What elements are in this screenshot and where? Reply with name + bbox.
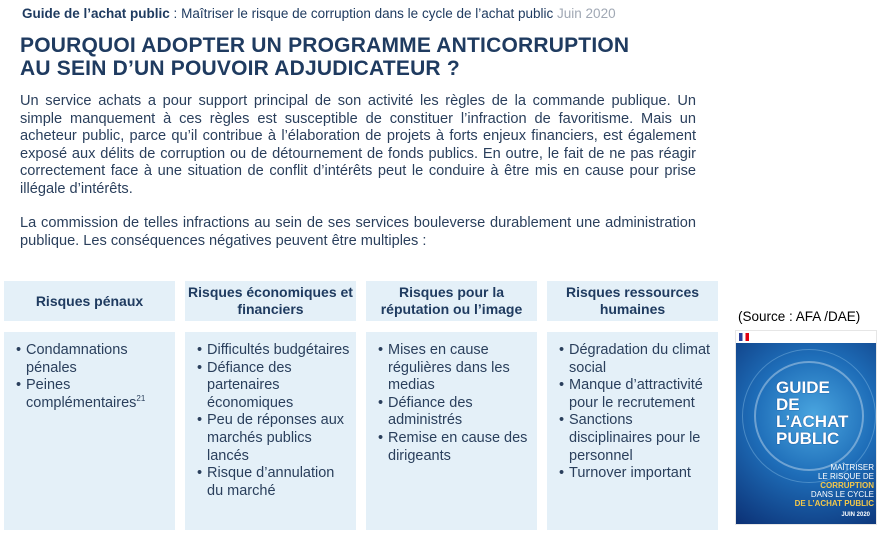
column-body-reputation bbox=[366, 332, 537, 530]
bullet-icon: • bbox=[378, 429, 384, 446]
risk-list bbox=[378, 342, 531, 465]
list-item: • Manque d’attractivité pour le recrutement bbox=[559, 377, 703, 411]
cover-subtitle: MAÎTRISER LE RISQUE DE CORRUPTION DANS LE CYCLE DE L’ACHAT PUBLIC bbox=[794, 463, 874, 508]
bullet-icon: • bbox=[378, 394, 384, 411]
column-header-reputation bbox=[366, 281, 537, 321]
list-item: • Risque d’annulation du marché bbox=[197, 465, 335, 499]
list-item: • Défiance des administrés bbox=[378, 394, 473, 429]
column-header-penal bbox=[4, 281, 175, 321]
guide-subtitle: Maîtriser le risque de corruption dans le cycle de l’achat public bbox=[181, 6, 554, 21]
list-item: • Turnover important bbox=[559, 465, 691, 482]
bullet-icon: • bbox=[378, 342, 384, 358]
column-body-hr bbox=[547, 332, 718, 530]
list-item: • Remise en cause des dirigeants bbox=[378, 429, 528, 464]
column-body-economic bbox=[185, 332, 356, 530]
consequences-paragraph: La commission de telles infractions au sein de ses services bouleverse durablement une administration publique. Les conséquences négatives peuvent être multiples : bbox=[20, 215, 696, 249]
header-separator: : bbox=[173, 6, 178, 21]
risk-list bbox=[16, 342, 169, 412]
list-item: • Difficultés budgétaires bbox=[197, 342, 350, 358]
list-item: • Condamnations pénales bbox=[16, 342, 128, 376]
column-title: Risques économiques et financiers bbox=[188, 284, 353, 317]
risk-list bbox=[559, 342, 712, 483]
bullet-icon: • bbox=[559, 412, 565, 429]
column-title: Risques ressources humaines bbox=[565, 284, 700, 317]
list-item: • Peines complémentaires$^{21}$ bbox=[16, 377, 146, 411]
list-item: • Dégradation du climat social bbox=[559, 342, 711, 376]
cover-header-strip bbox=[736, 331, 877, 343]
guide-brand: Guide de l’achat public bbox=[22, 6, 170, 21]
guide-cover-image bbox=[735, 330, 877, 525]
risk-list bbox=[197, 342, 350, 500]
source-caption: (Source : AFA /DAE) bbox=[738, 309, 861, 324]
column-header-hr bbox=[547, 281, 718, 321]
list-item: • Peu de réponses aux marchés publics lancés bbox=[197, 412, 345, 464]
title-line-1: POURQUOI ADOPTER UN PROGRAMME ANTICORRUPTION bbox=[20, 34, 630, 57]
bullet-icon: • bbox=[559, 465, 565, 482]
bullet-icon: • bbox=[559, 342, 565, 358]
bullet-icon: • bbox=[16, 342, 22, 358]
intro-paragraph: Un service achats a pour support principal de son activité les règles de la commande publique. Un simple manquement à ces règles est susceptible de constituer l’infraction de favoritisme. Mais un acheteur public, parce qu’il contribue à l’élaboration de projets à forts enjeux financiers, est également exposé aux délits de corruption ou de détournement de fonds publics. En outre, le fait de ne pas réagir correctement face à une situation de conflit d’intérêts peut le conduire à être mis en cause pour prise illégale d’intérêts. bbox=[20, 93, 696, 197]
bullet-icon: • bbox=[197, 359, 203, 376]
column-body-penal bbox=[4, 332, 175, 530]
list-item: • Mises en cause régulières dans les medias bbox=[378, 342, 510, 394]
list-item: • Défiance des partenaires économiques bbox=[197, 359, 294, 411]
column-header-economic bbox=[185, 281, 356, 321]
bullet-icon: • bbox=[197, 342, 203, 358]
bullet-icon: • bbox=[16, 377, 22, 394]
bullet-icon: • bbox=[559, 377, 565, 394]
republic-logo-icon bbox=[739, 333, 749, 341]
column-title: Risques pénaux bbox=[35, 292, 144, 309]
page-title bbox=[20, 34, 629, 80]
cover-date: JUIN 2020 bbox=[841, 512, 870, 518]
document-header bbox=[22, 6, 616, 21]
cover-title: GUIDE DE L’ACHAT PUBLIC bbox=[776, 378, 849, 448]
guide-date: Juin 2020 bbox=[557, 6, 616, 21]
footnote-ref: 21 bbox=[136, 393, 146, 403]
column-title: Risques pour la réputation ou l’image bbox=[380, 284, 523, 317]
title-line-2: AU SEIN D’UN POUVOIR ADJUDICATEUR ? bbox=[20, 57, 460, 80]
list-item: • Sanctions disciplinaires pour le personnel bbox=[559, 412, 701, 464]
bullet-icon: • bbox=[197, 412, 203, 429]
bullet-icon: • bbox=[197, 465, 203, 482]
